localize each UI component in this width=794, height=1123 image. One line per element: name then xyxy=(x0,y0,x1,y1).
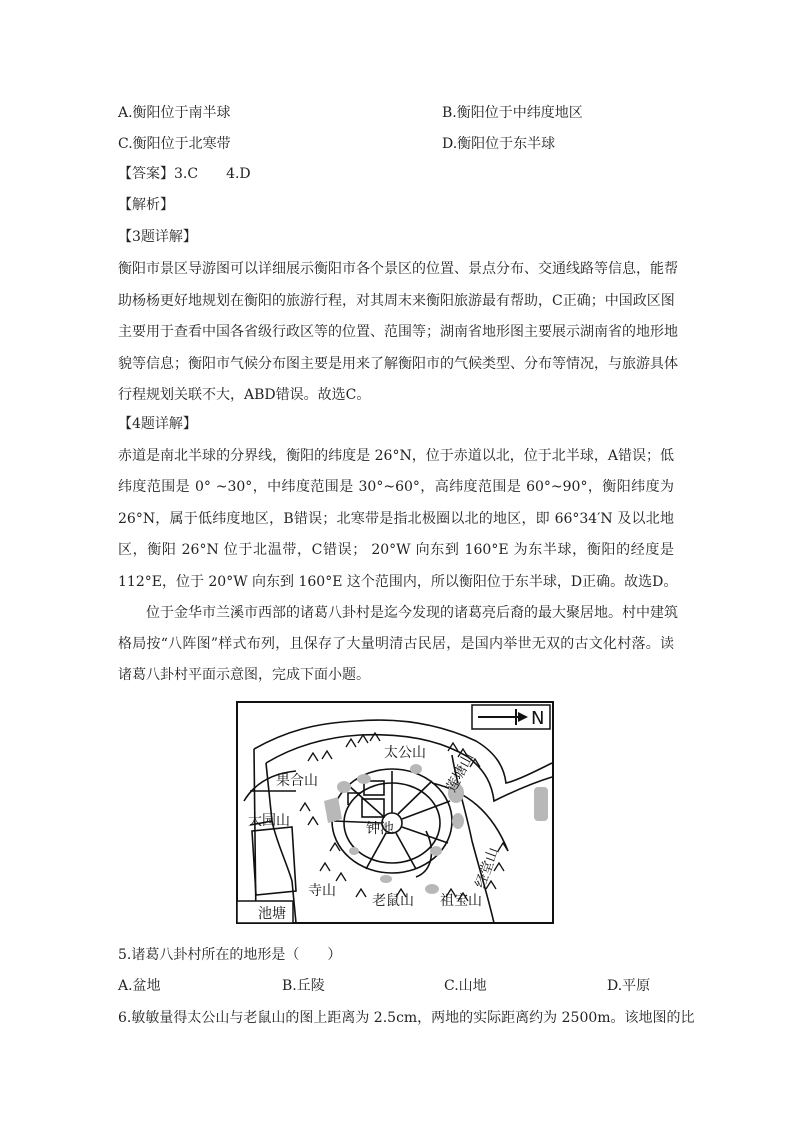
passage-line: 位于金华市兰溪市西部的诸葛八卦村是迄今发现的诸葛亮后裔的最大聚居地。村中建筑 xyxy=(146,605,678,621)
q3-detail-line: 貌等信息；衡阳市气候分布图主要是用来了解衡阳市的气候类型、分布等情况，与旅游具体 xyxy=(118,356,678,372)
q5-option-c: C.山地 xyxy=(444,978,487,994)
q4-detail-line: 112°E，位于 20°W 向东到 160°E 这个范围内，所以衡阳位于东半球，D正确。故选D。 xyxy=(118,574,678,590)
answer-line: 【答案】3.C 4.D xyxy=(118,166,251,182)
q6-stem: 6.敏敏量得太公山与老鼠山的图上距离为 2.5cm，两地的实际距离约为 2500m。该地图的比 xyxy=(118,1010,695,1026)
q5-option-d: D.平原 xyxy=(607,978,651,994)
q5-stem: 5.诸葛八卦村所在的地形是（ ） xyxy=(118,947,342,963)
q4-detail-line: 26°N，属于低纬度地区，B错误；北寒带是指北极圈以北的地区，即 66°34′N 及以北地 xyxy=(118,511,674,527)
north-arrow xyxy=(472,705,550,729)
mountain-label: 经堂山 xyxy=(472,845,503,891)
q4-detail-line: 赤道是南北半球的分界线，衡阳的纬度是 26°N，位于赤道以北，位于北半球，A错误；低 xyxy=(118,448,674,464)
q3-detail-line: 助杨杨更好地规划在衡阳的旅游行程，对其周末来衡阳旅游最有帮助，C正确；中国政区图 xyxy=(118,293,675,309)
q3-option-a: A.衡阳位于南半球 xyxy=(118,105,231,121)
legend xyxy=(237,901,293,923)
q3-detail-line: 衡阳市景区导游图可以详细展示衡阳市各个景区的位置、景点分布、交通线路等信息，能帮 xyxy=(118,261,678,277)
village-plan-map xyxy=(236,701,554,924)
q3-option-c: C.衡阳位于北寒带 xyxy=(118,136,231,152)
q4-detail-line: 纬度范围是 0° ~30°，中纬度范围是 30°~60°，高纬度范围是 60°~90°，衡阳纬度为 xyxy=(118,479,674,495)
center-label: 钟池 xyxy=(366,821,394,837)
mountain-label: 果合山 xyxy=(276,773,318,789)
analysis-heading: 【解析】 xyxy=(118,197,174,213)
passage-line: 格局按“八阵图”样式布列，且保存了大量明清古民居，是国内举世无双的古文化村落。读 xyxy=(118,636,674,652)
mountain-label: 大园山 xyxy=(248,813,290,829)
q5-option-a: A.盆地 xyxy=(118,978,161,994)
north-label: N xyxy=(531,708,545,729)
passage-line: 诸葛八卦村平面示意图，完成下面小题。 xyxy=(118,667,370,683)
q3-detail-heading: 【3题详解】 xyxy=(118,229,197,245)
mountain-label: 祖宝山 xyxy=(440,893,482,909)
legend-label: 池塘 xyxy=(258,906,286,922)
mountain-label: 寺山 xyxy=(308,883,336,899)
mountain-label: 太公山 xyxy=(384,745,426,761)
q3-option-b: B.衡阳位于中纬度地区 xyxy=(442,105,583,121)
mountain-label: 老鼠山 xyxy=(372,893,414,909)
q3-detail-line: 行程规划关联不大，ABD错误。故选C。 xyxy=(118,387,371,403)
mountain-label: 莲塘山 xyxy=(443,750,478,795)
q4-detail-heading: 【4题详解】 xyxy=(118,416,197,432)
q3-option-d: D.衡阳位于东半球 xyxy=(442,136,556,152)
q3-detail-line: 主要用于查看中国各省级行政区等的位置、范围等；湖南省地形图主要展示湖南省的地形地 xyxy=(118,324,678,340)
q5-option-b: B.丘陵 xyxy=(282,978,325,994)
q4-detail-line: 区，衡阳 26°N 位于北温带，C错误； 20°W 向东到 160°E 为东半球，衡阳的经度是 xyxy=(118,542,674,558)
